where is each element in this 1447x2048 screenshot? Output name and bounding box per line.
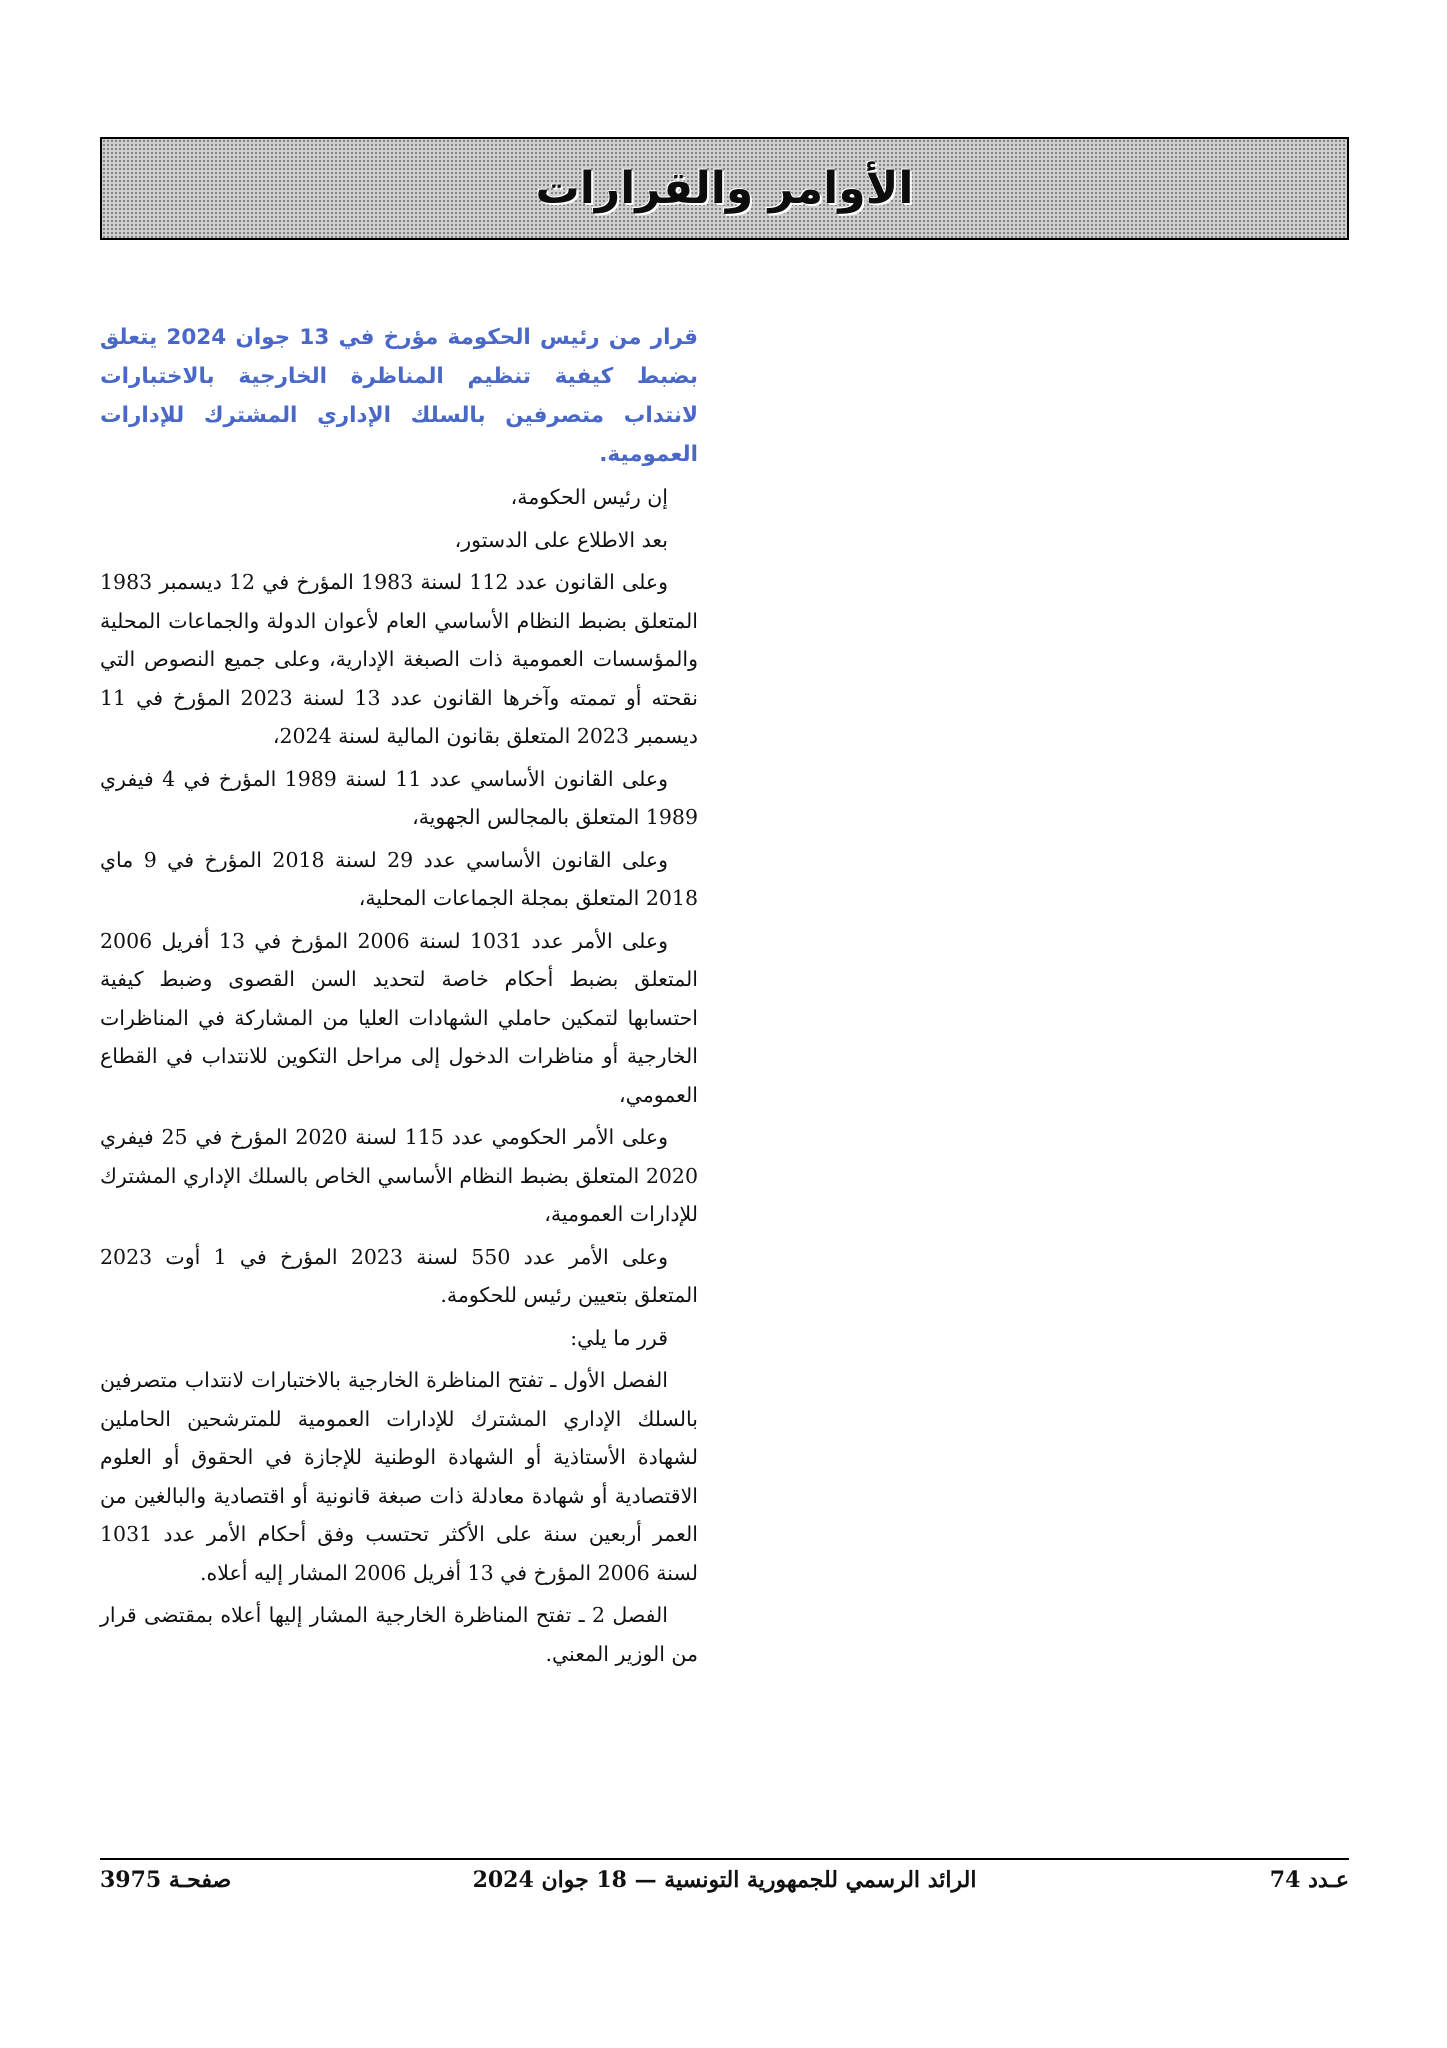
paragraph: وعلى القانون عدد 112 لسنة 1983 المؤرخ في 12 ديسمبر 1983 المتعلق بضبط النظام الأساسي العام لأعوان الدولة والجماعات المحلية والمؤسسات العمومية ذات الصبغة الإدارية، وعلى جميع النصوص التي نقحته أو تممته وآخرها القانون عدد 13 لسنة 2023 المؤرخ في 11 ديسمبر 2023 المتعلق بقانون المالية لسنة 2024، [100, 570, 698, 748]
paragraph: الفصل الأول ـ تفتح المناظرة الخارجية بالاختبارات لانتداب متصرفين بالسلك الإداري المشترك للإدارات العمومية للمترشحين الحاملين لشهادة الأستاذية أو الشهادة الوطنية للإجازة في الحقوق أو العلوم الاقتصادية أو شهادة معادلة ذات صبغة قانونية أو اقتصادية والبالغين من العمر أربعين سنة على الأكثر تحتسب وفق أحكام الأمر عدد 1031 لسنة 2006 المؤرخ في 13 أفريل 2006 المشار إليه أعلاه. [100, 1368, 698, 1585]
page-footer [100, 1867, 1349, 1907]
paragraph: بعد الاطلاع على الدستور، [454, 527, 668, 552]
journal-date: الرائد الرسمي للجمهورية التونسية — 18 جوان 2024 [472, 1867, 977, 1893]
paragraph: وعلى الأمر الحكومي عدد 115 لسنة 2020 المؤرخ في 25 فيفري 2020 المتعلق بضبط النظام الأساسي الخاص بالسلك الإداري المشترك للإدارات العمومية، [100, 1125, 698, 1226]
section-banner [100, 137, 1349, 240]
paragraph: قرر ما يلي: [570, 1325, 668, 1350]
paragraph: إن رئيس الحكومة، [510, 485, 668, 509]
paragraph: وعلى القانون الأساسي عدد 11 لسنة 1989 المؤرخ في 4 فيفري 1989 المتعلق بالمجالس الجهوية، [100, 766, 698, 829]
issue-number: عـدد 74 [1269, 1867, 1349, 1893]
page-number: صفحـة 3975 [100, 1867, 232, 1893]
paragraph: وعلى الأمر عدد 1031 لسنة 2006 المؤرخ في 13 أفريل 2006 المتعلق بضبط أحكام خاصة لتحديد السن القصوى وضبط كيفية احتسابها لتمكين حاملي الشهادات العليا من المشاركة في المناظرات الخارجية أو مناظرات الدخول إلى مراحل التكوين للانتداب في القطاع العمومي، [100, 928, 698, 1107]
paragraph: وعلى الأمر عدد 550 لسنة 2023 المؤرخ في 1 أوت 2023 المتعلق بتعيين رئيس للحكومة. [100, 1244, 698, 1307]
paragraph: الفصل 2 ـ تفتح المناظرة الخارجية المشار إليها أعلاه بمقتضى قرار من الوزير المعني. [100, 1603, 698, 1666]
section-title: الأوامر والقرارات [535, 163, 914, 214]
decision-column [100, 318, 698, 1677]
decision-title: قرار من رئيس الحكومة مؤرخ في 13 جوان 2024 يتعلق بضبط كيفية تنظيم المناظرة الخارجية بالاختبارات لانتداب متصرفين بالسلك الإداري المشترك للإدارات العمومية. [100, 325, 698, 467]
footer-divider [100, 1858, 1349, 1860]
paragraph: وعلى القانون الأساسي عدد 29 لسنة 2018 المؤرخ في 9 ماي 2018 المتعلق بمجلة الجماعات المحلية، [100, 847, 698, 910]
